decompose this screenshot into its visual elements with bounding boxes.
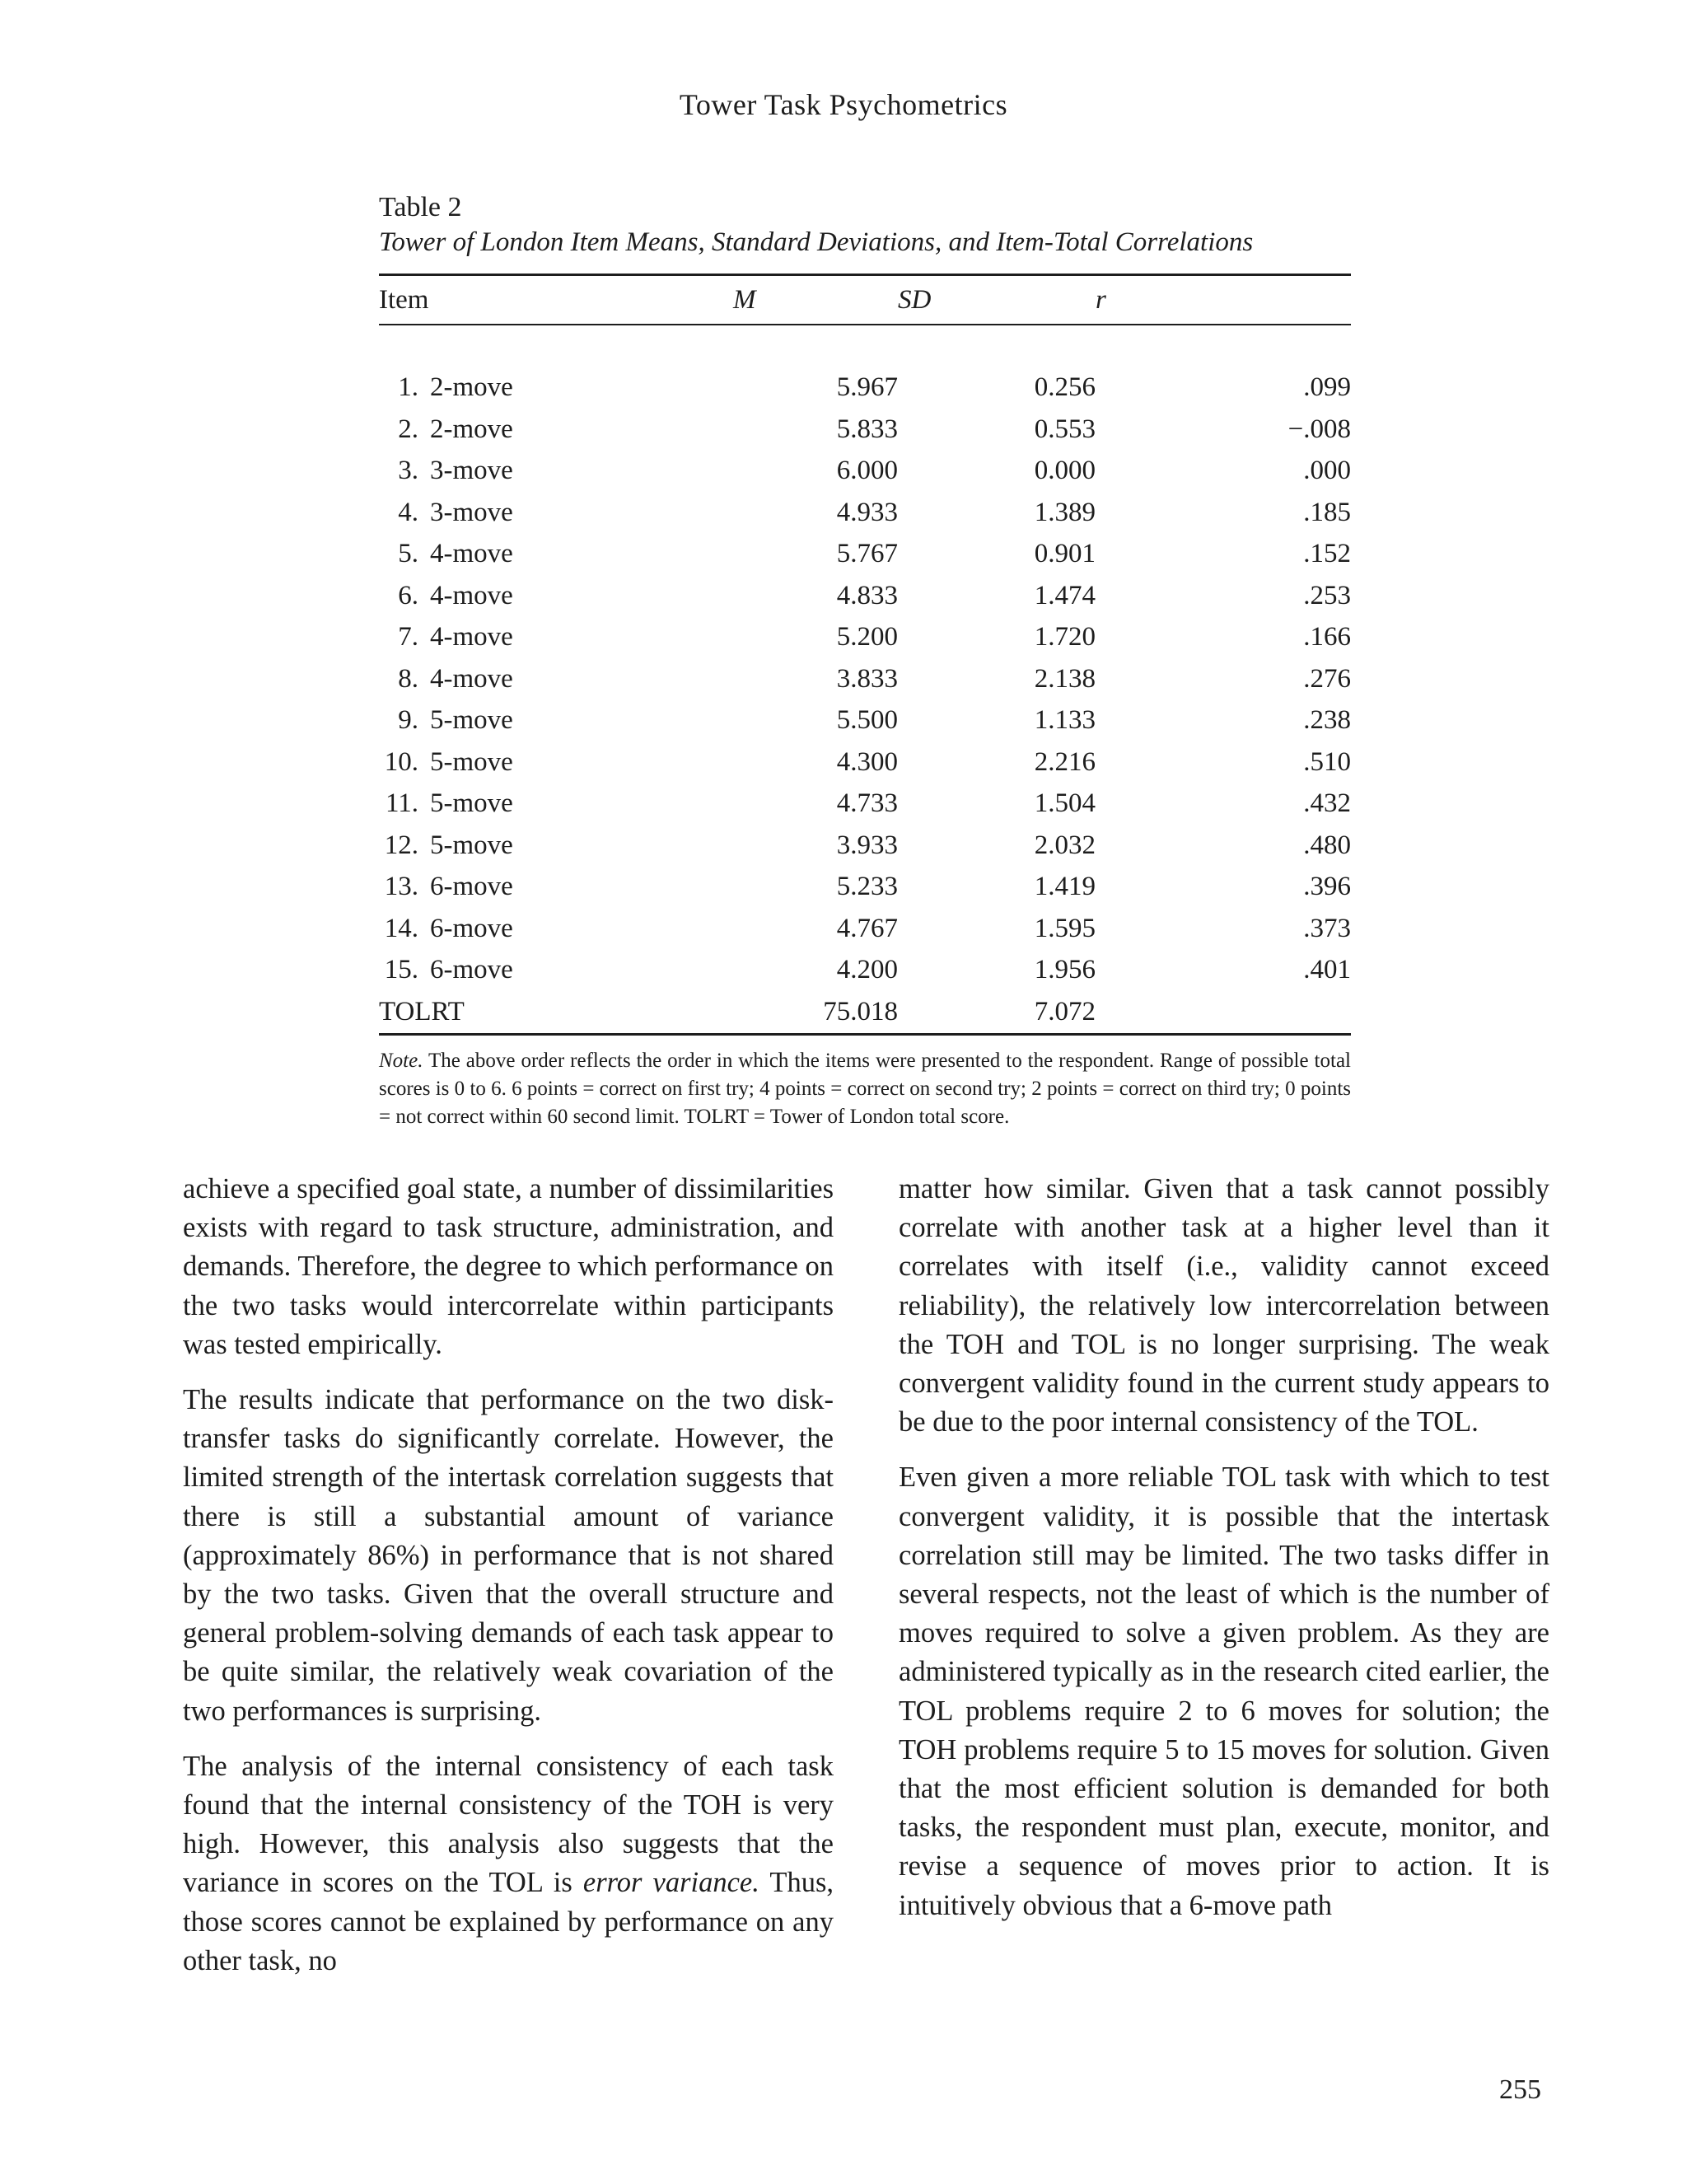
sd-cell: 1.474	[1034, 580, 1096, 610]
item-label: 2-move	[430, 372, 513, 403]
mean-cell: 4.300	[836, 746, 898, 777]
body-column-left	[183, 1170, 834, 1997]
sd-cell: 1.956	[1034, 955, 1096, 985]
correlation-cell: .000	[1303, 456, 1351, 486]
table-row	[379, 451, 1351, 493]
item-cell	[379, 367, 733, 409]
paragraph: matter how similar. Given that a task cannot possibly correlate with another task at a higher level than it correlates with itself (i.e., validity cannot exceed reliability), the relatively low intercorrelation between the TOH and TOL is no longer surprising. The weak convergent validity found in the current study appears to be due to the poor internal consistency of the TOL.	[899, 1173, 1549, 1438]
table-body	[379, 325, 1351, 1033]
mean-cell: 5.767	[836, 539, 898, 569]
total-sd-cell: 7.072	[1034, 996, 1096, 1027]
correlation-cell: .166	[1303, 622, 1351, 652]
item-statistics-table	[379, 276, 1351, 1033]
table-row	[379, 409, 1351, 451]
sd-cell: 2.032	[1034, 830, 1096, 860]
table-row	[379, 492, 1351, 534]
item-number: 9.	[398, 705, 418, 736]
correlation-cell: .432	[1303, 788, 1351, 819]
paragraph-text: The analysis of the internal consistency of each task found that the internal consistency of the TOH is very high. However, this analysis also suggests that the variance in scores on the TOL is	[183, 1750, 834, 1899]
table-row	[379, 367, 1351, 409]
total-correlation-cell	[1096, 991, 1351, 1033]
item-label: 5-move	[430, 830, 513, 860]
mean-cell: 5.967	[836, 372, 898, 403]
item-label: 5-move	[430, 705, 513, 736]
item-label: 6-move	[430, 955, 513, 985]
mean-cell: 5.500	[836, 705, 898, 736]
paragraph	[183, 1747, 834, 1981]
mean-cell: 5.233	[836, 872, 898, 902]
item-number: 3.	[398, 456, 418, 486]
item-cell	[379, 700, 733, 742]
correlation-cell: .276	[1303, 663, 1351, 694]
item-label: 6-move	[430, 872, 513, 902]
correlation-cell: .373	[1303, 913, 1351, 943]
table-note	[379, 1047, 1351, 1131]
correlation-cell: .396	[1303, 872, 1351, 902]
note-text: The above order reflects the order in which the items were presented to the respondent. Range of possible total scores is 0 to 6. 6 points = correct on first try; 4 points = correct on second try; 2 points = correct on third try; 0 points = not correct within 60 second limit. TOLRT = Tower of London total score.	[379, 1049, 1351, 1128]
sd-cell: 1.419	[1034, 872, 1096, 902]
correlation-cell: .510	[1303, 746, 1351, 777]
paragraph: The results indicate that performance on the two disk-transfer tasks do significantly correlate. However, the limited strength of the intertask correlation suggests that there is still a substantial amount of variance (approximately 86%) in performance that is not shared by the two tasks. Given that the overall structure and general problem-solving demands of each task appear to be quite similar, the relatively weak covariation of the two performances is surprising.	[183, 1384, 834, 1727]
item-cell	[379, 783, 733, 825]
table-2	[379, 191, 1351, 1131]
item-number: 14.	[384, 913, 418, 943]
correlation-cell: .099	[1303, 372, 1351, 403]
table-row	[379, 700, 1351, 742]
sd-cell: 2.138	[1034, 663, 1096, 694]
sd-cell: 2.216	[1034, 746, 1096, 777]
page-number: 255	[1499, 2074, 1541, 2105]
item-label: 4-move	[430, 539, 513, 569]
body-column-right	[899, 1170, 1549, 1942]
note-lead: Note.	[379, 1049, 423, 1072]
item-cell	[379, 409, 733, 451]
item-label: 5-move	[430, 746, 513, 777]
mean-cell: 4.933	[836, 497, 898, 527]
item-cell	[379, 741, 733, 783]
table-row	[379, 908, 1351, 950]
item-cell	[379, 575, 733, 617]
sd-cell: 1.389	[1034, 497, 1096, 527]
sd-cell: 1.504	[1034, 788, 1096, 819]
item-label: 2-move	[430, 414, 513, 444]
mean-cell: 4.733	[836, 788, 898, 819]
item-cell	[379, 950, 733, 992]
table-row	[379, 825, 1351, 867]
column-header-r: r	[1096, 284, 1106, 315]
item-number: 13.	[384, 872, 418, 902]
item-number: 2.	[398, 414, 418, 444]
item-cell	[379, 908, 733, 950]
correlation-cell: −.008	[1287, 414, 1351, 444]
item-cell	[379, 825, 733, 867]
table-row	[379, 575, 1351, 617]
item-label: 3-move	[430, 497, 513, 527]
item-cell	[379, 617, 733, 659]
item-label: 4-move	[430, 580, 513, 610]
paragraph: Even given a more reliable TOL task with which to test convergent validity, it is possible that the intertask correlation still may be limited. The two tasks differ in several respects, not the least of which is the number of moves required to solve a given problem. As they are administered typically as in the research cited earlier, the TOL problems require 2 to 6 moves for solution; the TOH problems require 5 to 15 moves for solution. Given that the most efficient solution is demanded for both tasks, the respondent must plan, execute, monitor, and revise a sequence of moves prior to action. It is intuitively obvious that a 6-move path	[899, 1461, 1549, 1921]
item-number: 6.	[398, 580, 418, 610]
column-header-sd: SD	[898, 284, 932, 315]
table-row	[379, 783, 1351, 825]
table-row	[379, 741, 1351, 783]
correlation-cell: .238	[1303, 705, 1351, 736]
mean-cell: 5.200	[836, 622, 898, 652]
table-header-row	[379, 276, 1351, 324]
sd-cell: 0.256	[1034, 372, 1096, 403]
table-caption: Tower of London Item Means, Standard Deviations, and Item-Total Correlations	[379, 227, 1254, 257]
mean-cell: 4.767	[836, 913, 898, 943]
table-row	[379, 867, 1351, 909]
item-number: 10.	[384, 746, 418, 777]
item-number: 15.	[384, 955, 418, 985]
item-cell	[379, 867, 733, 909]
item-label: 6-move	[430, 913, 513, 943]
item-cell	[379, 492, 733, 534]
item-number: 5.	[398, 539, 418, 569]
item-label: 4-move	[430, 663, 513, 694]
item-label: 5-move	[430, 788, 513, 819]
table-bottom-rule	[379, 1033, 1351, 1036]
mean-cell: 4.200	[836, 955, 898, 985]
item-number: 8.	[398, 663, 418, 694]
table-row	[379, 617, 1351, 659]
total-label-cell: TOLRT	[379, 996, 465, 1027]
correlation-cell: .253	[1303, 580, 1351, 610]
emphasized-term: error variance.	[582, 1867, 759, 1899]
sd-cell: 1.720	[1034, 622, 1096, 652]
column-header-mean: M	[733, 284, 756, 315]
sd-cell: 0.553	[1034, 414, 1096, 444]
correlation-cell: .152	[1303, 539, 1351, 569]
correlation-cell: .480	[1303, 830, 1351, 860]
table-label: Table 2	[379, 192, 462, 222]
item-label: 4-move	[430, 622, 513, 652]
item-cell	[379, 534, 733, 576]
running-head: Tower Task Psychometrics	[679, 88, 1008, 121]
column-header-item: Item	[379, 284, 429, 315]
sd-cell: 1.133	[1034, 705, 1096, 736]
item-number: 11.	[385, 788, 418, 819]
item-number: 12.	[384, 830, 418, 860]
mean-cell: 6.000	[836, 456, 898, 486]
total-row	[379, 991, 1351, 1033]
item-number: 1.	[398, 372, 418, 403]
correlation-cell: .401	[1303, 955, 1351, 985]
mean-cell: 3.933	[836, 830, 898, 860]
paragraph-text: Thus, those scores cannot be explained by performance on any other task, no	[183, 1867, 834, 1976]
item-number: 7.	[398, 622, 418, 652]
correlation-cell: .185	[1303, 497, 1351, 527]
item-number: 4.	[398, 497, 418, 527]
item-label: 3-move	[430, 456, 513, 486]
sd-cell: 0.901	[1034, 539, 1096, 569]
mean-cell: 5.833	[836, 414, 898, 444]
item-cell	[379, 451, 733, 493]
total-mean-cell: 75.018	[823, 996, 898, 1027]
table-row	[379, 534, 1351, 576]
sd-cell: 1.595	[1034, 913, 1096, 943]
paragraph: achieve a specified goal state, a number of dissimilarities exists with regard to task structure, administration, and demands. Therefore, the degree to which performance on the two tasks would intercorrelate within participants was tested empirically.	[183, 1173, 834, 1360]
table-row	[379, 658, 1351, 700]
mean-cell: 3.833	[836, 663, 898, 694]
item-cell	[379, 658, 733, 700]
mean-cell: 4.833	[836, 580, 898, 610]
sd-cell: 0.000	[1034, 456, 1096, 486]
table-row	[379, 950, 1351, 992]
